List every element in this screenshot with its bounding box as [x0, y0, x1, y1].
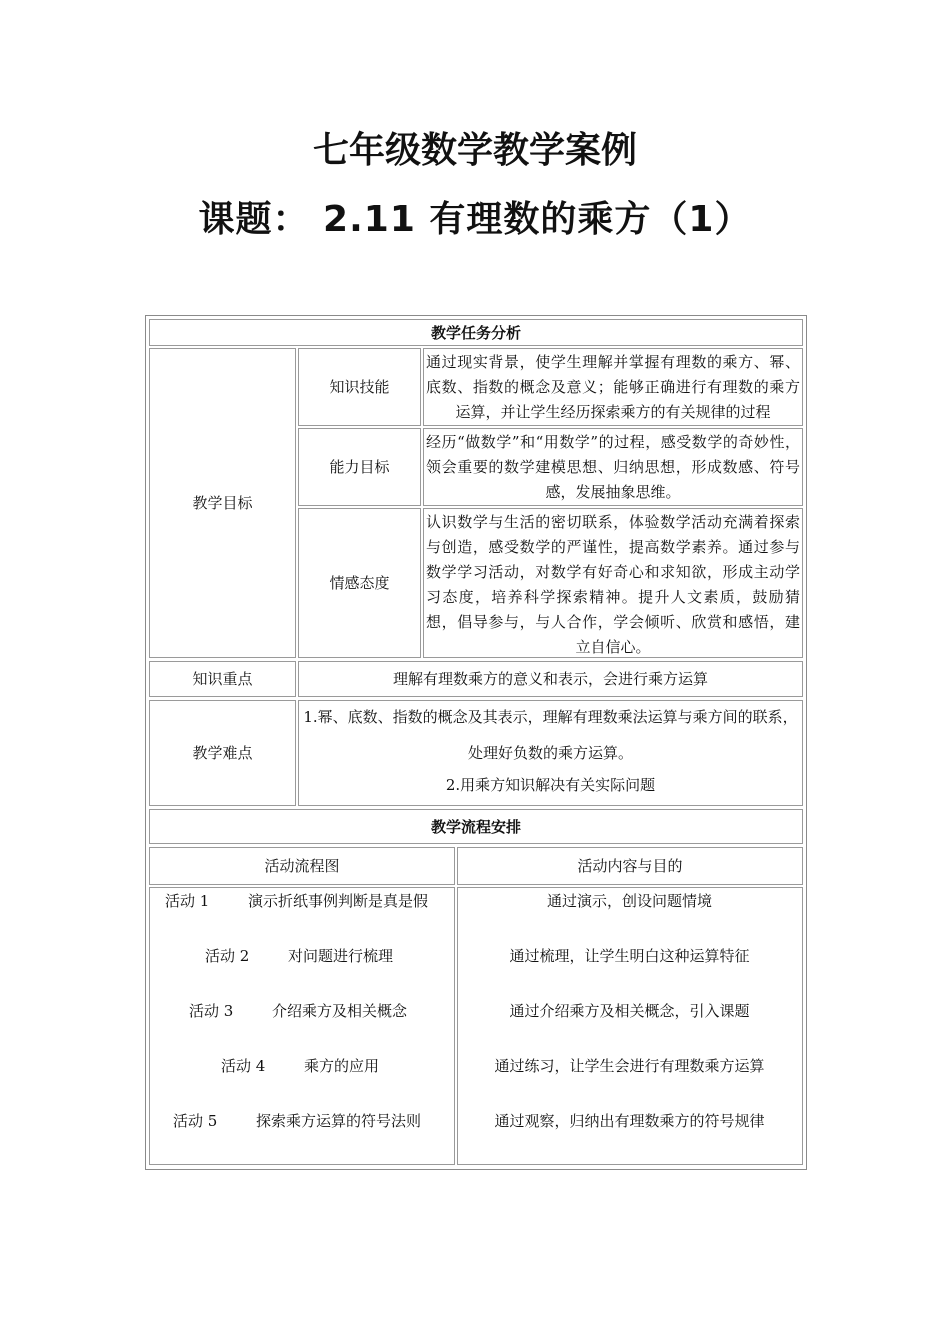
- activity-1-number: 活动 1: [165, 892, 210, 910]
- activity-2: [205, 944, 393, 968]
- difficulty-cell: [298, 700, 803, 806]
- task-analysis-header: 教学任务分析: [149, 319, 803, 346]
- knowledge-text: 通过现实背景，使学生理解并掌握有理数的乘方、幂、底数、指数的概念及意义；能够正确进行有理数的乘方运算，并让学生经历探索乘方的有关规律的过程: [423, 348, 803, 426]
- ability-label: 能力目标: [298, 428, 421, 506]
- activity-2-number: 活动 2: [205, 947, 250, 965]
- activity-5-name: 探索乘方运算的符号法则: [256, 1112, 422, 1130]
- activity-1-purpose: 通过演示，创设问题情境: [546, 892, 712, 910]
- activity-2-name: 对问题进行梳理: [288, 947, 394, 965]
- activity-5-purpose: 通过观察，归纳出有理数乘方的符号规律: [494, 1112, 765, 1130]
- ability-text: 经历“做数学”和“用数学”的过程，感受数学的奇妙性，领会重要的数学建模思想、归纳思想，形成数感、符号感，发展抽象思维。: [423, 428, 803, 506]
- key-point-text: 理解有理数乘方的意义和表示，会进行乘方运算: [298, 661, 803, 697]
- activity-3-name: 介绍乘方及相关概念: [272, 1002, 408, 1020]
- activity-4-name: 乘方的应用: [304, 1057, 380, 1075]
- activity-4: [221, 1054, 379, 1078]
- flow-col-right-header: 活动内容与目的: [457, 847, 803, 885]
- activity-2-purpose: 通过梳理，让学生明白这种运算特征: [509, 947, 750, 965]
- difficulty-line-2: 处理好负数的乘方运算。: [467, 744, 633, 762]
- activity-1-name: 演示折纸事例判断是真是假: [248, 892, 429, 910]
- objectives-label: 教学目标: [149, 348, 296, 658]
- activity-4-number: 活动 4: [221, 1057, 266, 1075]
- activity-5-number: 活动 5: [173, 1112, 218, 1130]
- difficulty-line-3: 2.用乘方知识解决有关实际问题: [445, 776, 656, 794]
- document-title: 七年级数学教学案例: [312, 130, 637, 171]
- activity-3-number: 活动 3: [189, 1002, 234, 1020]
- emotion-text: 认识数学与生活的密切联系，体验数学活动充满着探索与创造，感受数学的严谨性，提高数学素养。通过参与数学学习活动，对数学有好奇心和求知欲，形成主动学习态度，培养科学探索精神。提升人文素质，鼓励猜想，倡导参与，与人合作，学会倾听、欣赏和感悟，建立自信心。: [423, 508, 803, 658]
- activity-3: [189, 999, 407, 1023]
- lesson-title: 课题： 2.11 有理数的乘方（1）: [198, 199, 752, 240]
- flow-header: 教学流程安排: [149, 809, 803, 844]
- difficulty-label: 教学难点: [149, 700, 296, 806]
- activity-4-purpose: 通过练习，让学生会进行有理数乘方运算: [494, 1057, 765, 1075]
- activity-1: [165, 889, 428, 913]
- key-point-label: 知识重点: [149, 661, 296, 697]
- emotion-label: 情感态度: [298, 508, 421, 658]
- difficulty-line-1: 1.幂、底数、指数的概念及其表示，理解有理数乘法运算与乘方间的联系，: [303, 708, 798, 726]
- flow-col-left-header: 活动流程图: [149, 847, 455, 885]
- activity-5: [173, 1109, 421, 1133]
- activity-3-purpose: 通过介绍乘方及相关概念，引入课题: [509, 1002, 750, 1020]
- knowledge-label: 知识技能: [298, 348, 421, 426]
